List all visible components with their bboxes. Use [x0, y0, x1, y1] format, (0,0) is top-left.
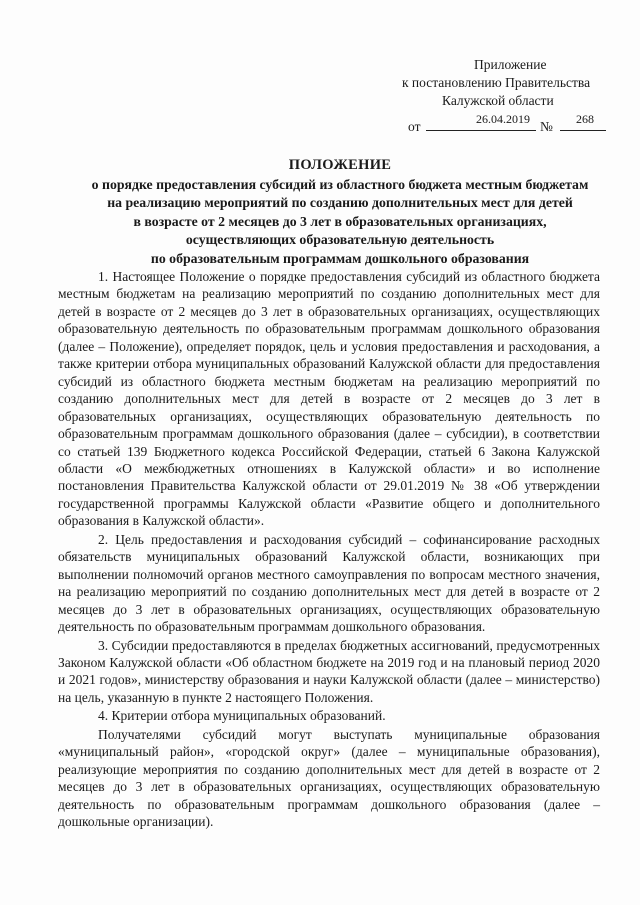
decree-number: 268	[576, 112, 594, 126]
from-label: от	[408, 119, 421, 134]
appendix-decree-ref: к постановлению Правительства	[402, 75, 591, 90]
title-line: по образовательным программам дошкольного образования	[150, 250, 530, 266]
paragraph-2: 2. Цель предоставления и расходования субсидий – софинансирование расходных обязательств муниципальных образований Калужской области, возникающих при выполнении полномочий органов местного самоуправления по вопросам местного значения, на реализацию мероприятий по созданию дополнительных мест для детей в возрасте от 2 месяцев до 3 лет в образовательных организациях, осуществляющих образовательную деятельность по образовательным программам дошкольного образования.	[58, 531, 600, 635]
date-underline	[426, 130, 536, 131]
title-line: на реализацию мероприятий по созданию дополнительных мест для детей	[107, 195, 573, 210]
document-body	[58, 268, 600, 832]
number-underline	[560, 130, 606, 131]
appendix-date-line	[398, 112, 618, 134]
appendix-header	[398, 56, 618, 134]
paragraph-5: Получателями субсидий могут выступать муниципальные образования «муниципальный район», «городской округ» (далее – муниципальные образования), реализующие мероприятия по созданию дополнительных мест для детей в возрасте от 2 месяцев до 3 лет в образовательных организациях, осуществляющих образовательную деятельность по образовательным программам дошкольного образования (далее – дошкольные организации).	[58, 726, 600, 830]
appendix-region: Калужской области	[442, 93, 554, 108]
document-title	[60, 156, 620, 268]
paragraph-1: 1. Настоящее Положение о порядке предоставления субсидий из областного бюджета местным бюджетам на реализацию мероприятий по созданию дополнительных мест для детей в возрасте от 2 месяцев до 3 лет в образовательных организациях, осуществляющих образовательную деятельность по образовательным программам дошкольного образования (далее – Положение), определяет порядок, цель и условия предоставления и расходования, а также критерии отбора муниципальных образований Калужской области для предоставления субсидий из областного бюджета местным бюджетам на реализацию мероприятий по созданию дополнительных мест для детей в возрасте от 2 месяцев до 3 лет в образовательных организациях, осуществляющих образовательную деятельность по образовательным программам дошкольного образования (далее – субсидии), в соответствии со статьей 139 Бюджетного кодекса Российской Федерации, статьей 6 Закона Калужской области «О межбюджетных отношениях в Калужской области» и во исполнение постановления Правительства Калужской области от 29.01.2019 № 38 «Об утверждении государственной программы Калужской области «Развитие общего и дополнительного образования в Калужской области».	[58, 269, 600, 529]
decree-date: 26.04.2019	[476, 112, 530, 126]
title-line: осуществляющих образовательную деятельность	[185, 232, 495, 247]
appendix-title: Приложение	[474, 57, 547, 72]
title-line: о порядке предоставления субсидий из областного бюджета местным бюджетам	[91, 176, 589, 192]
title-heading: ПОЛОЖЕНИЕ	[288, 157, 392, 173]
paragraph-4: 4. Критерии отбора муниципальных образований.	[98, 708, 386, 724]
paragraph-3: 3. Субсидии предоставляются в пределах бюджетных ассигнований, предусмотренных Законом Калужской области «Об областном бюджете на 2019 год и на плановый период 2020 и 2021 годов», министерству образования и науки Калужской области (далее – министерство) на цель, указанную в пункте 2 настоящего Положения.	[58, 637, 600, 705]
number-sign: №	[540, 119, 553, 134]
title-line: в возрасте от 2 месяцев до 3 лет в образовательных организациях,	[133, 213, 547, 229]
